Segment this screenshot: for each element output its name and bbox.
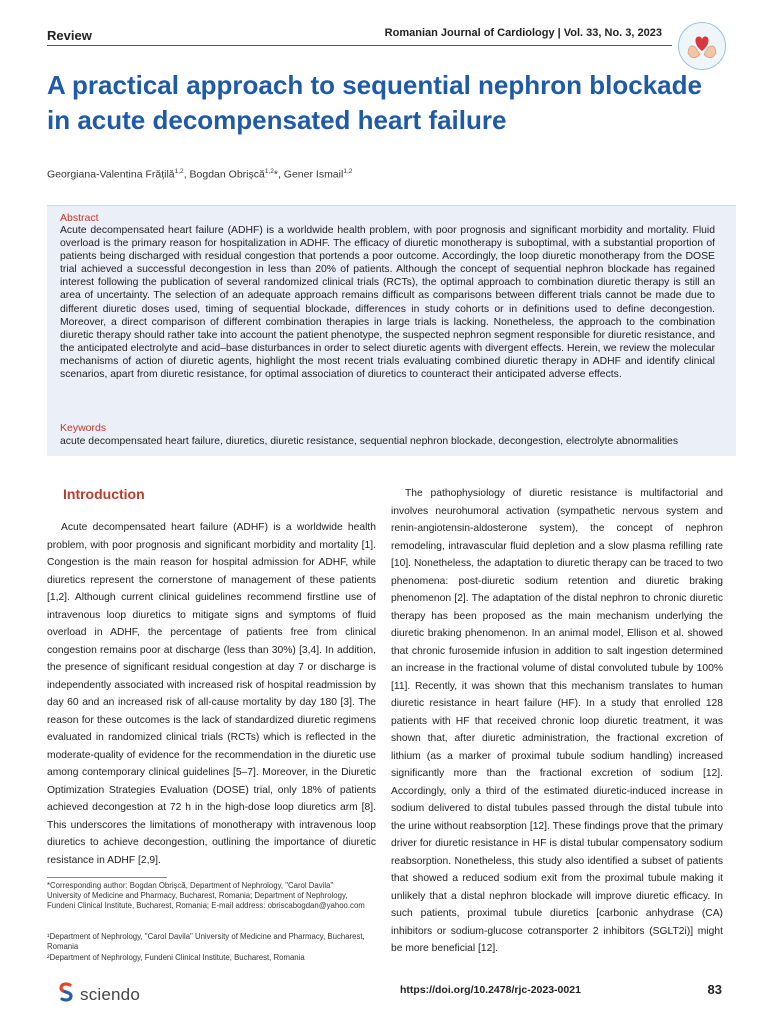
- introduction-heading: Introduction: [63, 486, 145, 502]
- author-name[interactable]: Gener Ismail: [283, 168, 344, 181]
- article-title: A practical approach to sequential nephron blockade in acute decompensated heart failure: [47, 70, 702, 135]
- affiliation-footnote-2: ²Department of Nephrology, Fundeni Clinical Institute, Bucharest, Romania: [47, 953, 305, 962]
- author-name[interactable]: Bogdan Obrișcă: [189, 168, 265, 181]
- keywords-heading: Keywords: [60, 422, 107, 434]
- author-separator: ,: [183, 168, 190, 181]
- sciendo-logo-icon: [58, 982, 74, 1007]
- journal-logo-heart-hands-icon: [678, 22, 726, 70]
- affiliation-footnote-1: ¹Department of Nephrology, "Carol Davila" University of Medicine and Pharmacy, Bucharest, Romania: [47, 932, 365, 951]
- author-name[interactable]: Georgiana-Valentina Frățilă: [47, 168, 175, 181]
- affiliation-marker: 1,2: [264, 168, 274, 175]
- abstract-text: Acute decompensated heart failure (ADHF) is a worldwide health problem, with poor prognosis and significant morbidity and mortality. Fluid overload is the primary reason for hospitalization in ADHF. The efficacy of diuretic monotherapy is suboptimal, with a substantial proportion of patients being discharged with residual congestion that portends a poor outcome. Accordingly, the loop diuretic monotherapy from the DOSE trial achieved a successful decongestion in less than 20% of patients. Although the concept of sequential nephron blockade has regained interest following the publication of several randomized clinical trials (RCTs), the optimal approach to combination diuretic therapy is still an area of uncertainty. The selection of an adequate approach remains difficult as comparisons between different trials cannot be made due to different diuretic doses used, timing of sequential blockade, differences in study cohorts or in definitions used to define decongestion. Moreover, a direct comparison of different combination therapies in large trials is lacking. Nonetheless, the approach to the combination diuretic therapy should rather take into account the patient phenotype, the suspected nephron segment responsible for diuretic resistance, and the anticipated electrolyte and acid–base disturbances in order to select diuretic agents with divergent effects. Herein, we review the molecular mechanisms of action of diuretic agents, highlight the most recent trials evaluating combined diuretic therapy in ADHF and identify clinical scenarios, apart from diuretic resistance, for optimal association of diuretics to counteract their anticipated adverse effects.: [60, 225, 715, 381]
- affiliation-marker: 1,2: [343, 168, 353, 175]
- introduction-paragraph: Acute decompensated heart failure (ADHF) is a worldwide health problem, with poor prognosis and significant morbidity and mortality [1]. Congestion is the main reason for hospital admission for ADHF, while diuretics represent the cornerstone of management of these patients [1,2]. Although current clinical guidelines recommend firstline use of intravenous loop diuretics to mitigate signs and symptoms of fluid overload in ADHF, the percentage of patients free from clinical congestion remains poor at discharge (less than 30%) [3,4]. In addition, the presence of significant residual congestion at day 7 or discharge is independently associated with increased risk of hospital readmission by day 60 and an increased risk of all-cause mortality by day 180 [3]. The reason for these outcomes is the lack of standardized diuretic regimens evaluated in randomized clinical trials (RCTs) which is reflected in the moderate-quality of evidence for the recommendation in the diuretic use among contemporary clinical guidelines [5–7]. Moreover, in the Diuretic Optimization Strategies Evaluation (DOSE) trial, only 18% of patients achieved decongestion at 72 h in the high-dose loop diuretics arm [8]. This underscores the limitations of monotherapy with intravenous loop diuretics to achieve decongestion, outlining the importance of diuretic resistance in ADHF [2,9].: [47, 522, 376, 866]
- keywords-text: acute decompensated heart failure, diuretics, diuretic resistance, sequential nephron blockade, decongestion, electrolyte abnormalities: [60, 436, 679, 447]
- publisher-name: sciendo: [80, 984, 140, 1004]
- corresponding-author-footnote: *Corresponding author: Bogdan Obrișcă, Department of Nephrology, "Carol Davila" University of Medicine and Pharmacy, Bucharest, Romania; Department of Nephrology, Fundeni Clinical Institute, Bucharest, Romania; E-mail address: obriscabogdan@yahoo.com: [47, 881, 365, 910]
- body-paragraph-right-column: The pathophysiology of diuretic resistance is multifactorial and involves neurohumoral activation (sympathetic nervous system and renin-angiotensin-aldosterone system), the concept of nephron remodeling, intravascular fluid depletion and a slow plasma refilling rate [10]. Nonetheless, the adaptation to diuretic therapy can be traced to two phenomena: post-diuretic sodium retention and diuretic braking phenomenon [2]. The adaptation of the distal nephron to chronic diuretic therapy has been proposed as the main mechanism underlying the diuretic braking phenomenon. In an animal model, Ellison et al. showed that chronic furosemide infusion in addition to salt ingestion determined an increase in the fractional volume of distal convoluted tubule by 100% [11]. Recently, it was shown that this mechanism translates to human diuretic resistance in heart failure (HF). In a study that enrolled 128 patients with HF that received chronic loop diuretic treatment, it was shown that, after diuretic administration, the fractional excretion of lithium (as a marker of proximal tubule sodium handling) increased significantly more than the fractional excretion of sodium [12]. Accordingly, only a third of the estimated diuretic-induced increase in sodium delivered to distal tubules passed through the distal tubule into the urine without reabsorption [12]. These findings prove that the primary driver for diuretic resistance in HF is distal tubular compensatory sodium reabsorption. Nonetheless, this study also identified a subset of patients that showed a reduced sodium exit from the proximal tubule making it unlikely that a distal nephron blockade will improve diuretic efficacy. In such patients, proximal tubule diuretics [carbonic anhydrase (CA) inhibitors or sodium-glucose cotransporter 2 inhibitors (SGLT2i)] might be more beneficial [12].: [391, 488, 723, 954]
- author-list: [47, 168, 352, 181]
- header-divider: [47, 45, 672, 46]
- page-number: 83: [707, 982, 722, 997]
- journal-citation: Romanian Journal of Cardiology | Vol. 33, No. 3, 2023: [384, 27, 662, 39]
- publisher-logo[interactable]: [58, 982, 140, 1007]
- author-separator: *,: [273, 168, 284, 181]
- footnote-divider: [47, 877, 167, 878]
- section-label: Review: [47, 28, 92, 43]
- affiliation-marker: 1,2: [174, 168, 184, 175]
- doi-link[interactable]: https://doi.org/10.2478/rjc-2023-0021: [400, 984, 581, 996]
- abstract-heading: Abstract: [60, 212, 99, 224]
